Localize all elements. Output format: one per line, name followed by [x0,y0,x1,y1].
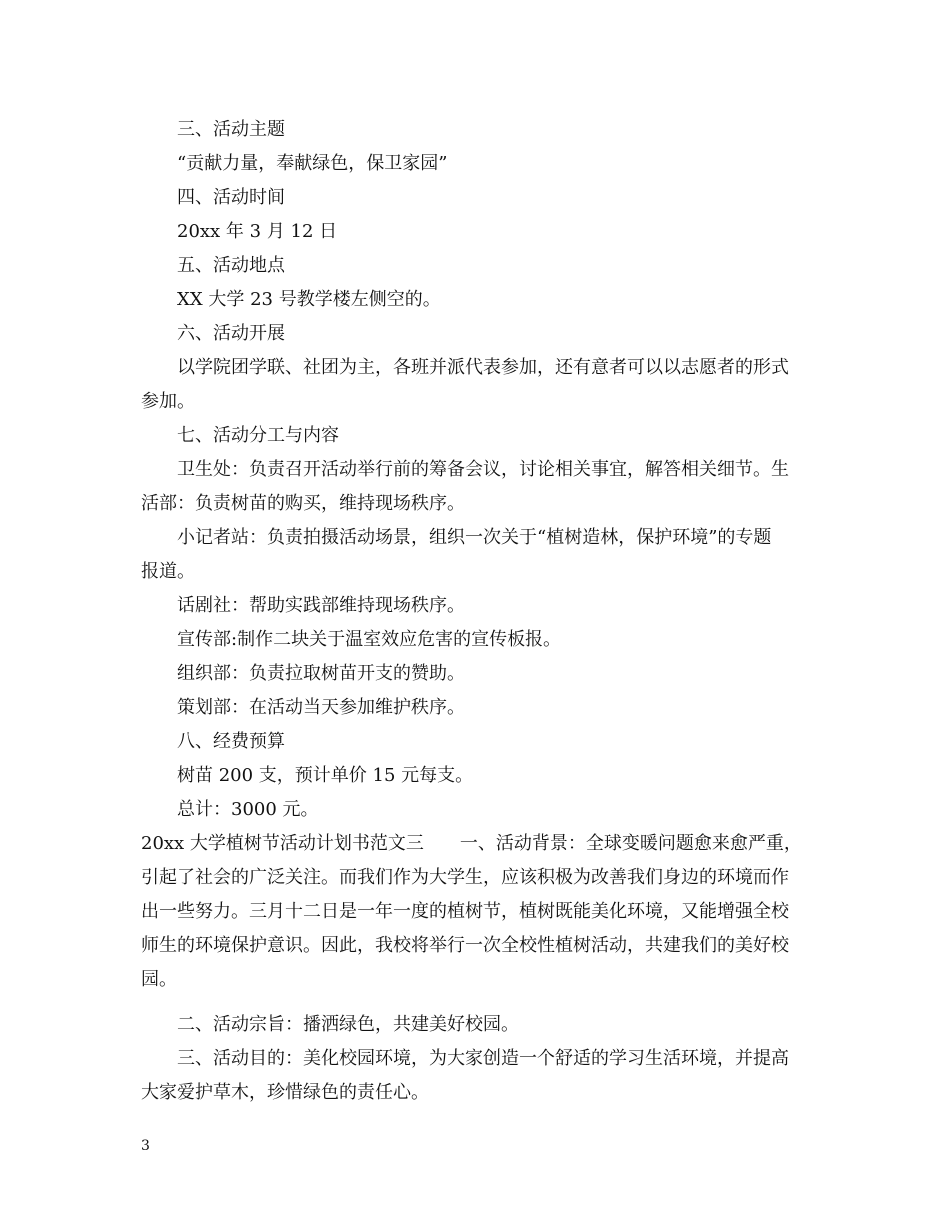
paragraph-line: 话剧社：帮助实践部维持现场秩序。 [177,595,465,616]
section-heading-location: 五、活动地点 [177,255,285,276]
paragraph-line: 组织部：负责拉取树苗开支的赞助。 [177,663,465,684]
section-heading-budget: 八、经费预算 [177,731,285,752]
paragraph-line: 20xx 大学植树节活动计划书范文三 一、活动背景：全球变暖问题愈来愈严重， [141,833,802,854]
paragraph-line: 以学院团学联、社团为主，各班并派代表参加，还有意者可以以志愿者的形式 [177,357,789,378]
paragraph-line: 报道。 [141,561,195,582]
budget-total: 总计：3000 元。 [177,799,319,820]
section-heading-theme: 三、活动主题 [177,119,285,140]
paragraph-line: 活部：负责树苗的购买，维持现场秩序。 [141,493,465,514]
paragraph-line: 师生的环境保护意识。因此，我校将举行一次全校性植树活动，共建我们的美好校 [141,935,789,956]
paragraph-line: 小记者站：负责拍摄活动场景，组织一次关于“植树造林，保护环境”的专题 [177,527,772,548]
section-heading-division: 七、活动分工与内容 [177,425,339,446]
activity-date: 20xx 年 3 月 12 日 [177,221,338,242]
section-heading-time: 四、活动时间 [177,187,285,208]
paragraph-line: 出一些努力。三月十二日是一年一度的植树节，植树既能美化环境，又能增强全校 [141,901,789,922]
paragraph-line: 三、活动目的：美化校园环境，为大家创造一个舒适的学习生活环境，并提高 [177,1048,789,1069]
theme-slogan: “贡献力量，奉献绿色，保卫家园” [177,153,448,174]
activity-location: XX 大学 23 号教学楼左侧空的。 [177,289,441,310]
paragraph-line: 引起了社会的广泛关注。而我们作为大学生，应该积极为改善我们身边的环境而作 [141,867,789,888]
page-number: 3 [141,1138,150,1154]
paragraph-line: 大家爱护草木，珍惜绿色的责任心。 [141,1082,429,1103]
paragraph-line: 卫生处：负责召开活动举行前的筹备会议，讨论相关事宜，解答相关细节。生 [177,459,789,480]
paragraph-line: 策划部：在活动当天参加维护秩序。 [177,697,465,718]
budget-item: 树苗 200 支，预计单价 15 元每支。 [177,765,474,786]
paragraph-line: 二、活动宗旨：播洒绿色，共建美好校园。 [177,1014,519,1035]
paragraph-line: 参加。 [141,391,195,412]
paragraph-line: 宣传部:制作二块关于温室效应危害的宣传板报。 [177,629,562,650]
section-heading-conduct: 六、活动开展 [177,323,285,344]
paragraph-line: 园。 [141,969,177,990]
